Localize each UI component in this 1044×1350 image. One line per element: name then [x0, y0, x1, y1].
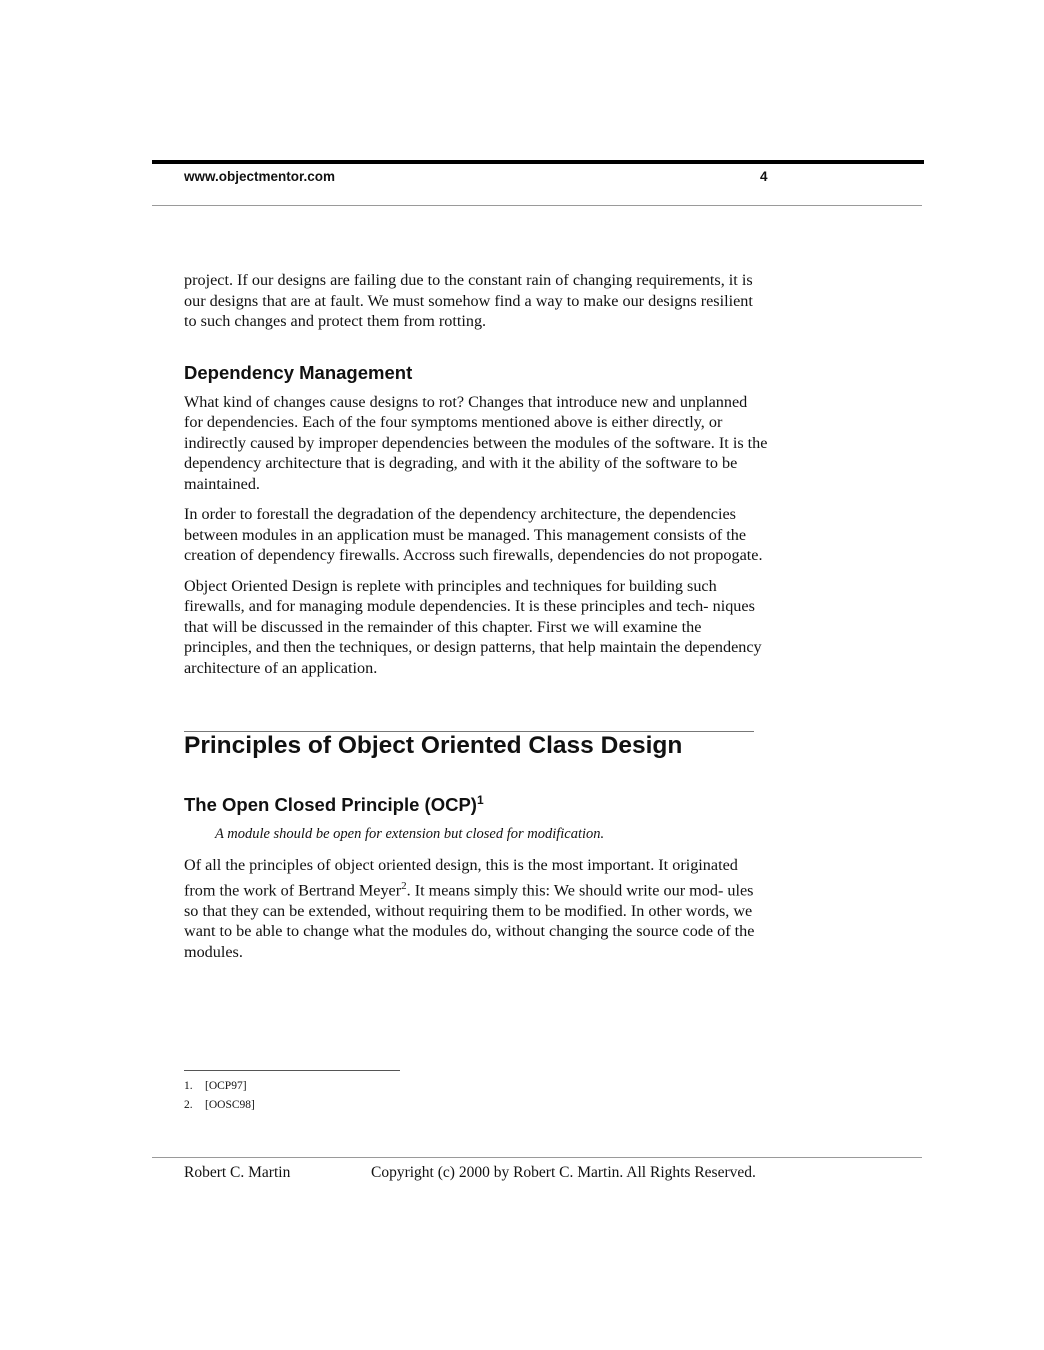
footnote-text: [OCP97] — [205, 1080, 247, 1092]
ocp-paragraph-text-start: Of all the principles of object oriented design, this is the most important. It originated from the work of Bertrand Meyer — [184, 856, 738, 900]
footer-rule — [152, 1157, 922, 1158]
footnote-ref-2[interactable]: 2 — [401, 879, 407, 892]
page-number: 4 — [760, 169, 768, 184]
section-heading-ocp — [184, 793, 768, 816]
footer-copyright: Copyright (c) 2000 by Robert C. Martin. All Rights Reserved. — [371, 1164, 756, 1181]
body-paragraph: Object Oriented Design is replete with principles and techniques for building such firewalls, and for managing module dependencies. It is these principles and tech- niques that will be discussed in the remainder of this chapter. First we will examine the principles, and then the techniques, or design patterns, that help maintain the dependency architecture of an application. — [184, 576, 762, 677]
ocp-paragraph-text-end: . It means simply this: We should write our mod- ules so that they can be extended, without requiring them to be modified. In other words, we want to be able to change what the modules do, without changing the source code of the modules. — [184, 881, 755, 961]
footnote-rule — [184, 1070, 400, 1071]
chapter-heading: Principles of Object Oriented Class Design — [184, 732, 683, 759]
header-bottom-rule — [152, 205, 922, 206]
footnote-1 — [184, 1080, 247, 1092]
footnote-2 — [184, 1099, 255, 1111]
intro-paragraph: project. If our designs are failing due to the constant rain of changing requirements, it is our designs that are at fault. We must somehow find a way to make our designs resilient to such changes and protect them from rotting. — [184, 271, 753, 330]
footnote-number: 1. — [184, 1080, 193, 1092]
body-paragraph: What kind of changes cause designs to rot? Changes that introduce new and unplanned for dependencies. Each of the four symptoms mentioned above is either directly, or indirectly caused by improper dependencies between the modules of the software. It is the dependency architecture that is degrading, and with it the ability of the software to be maintained. — [184, 392, 768, 493]
section-heading-dependency-management: Dependency Management — [184, 361, 413, 383]
principle-quote: A module should be open for extension but closed for modification. — [215, 826, 605, 843]
header-url: www.objectmentor.com — [184, 169, 336, 184]
body-paragraph: In order to forestall the degradation of the dependency architecture, the dependencies between modules in an application must be managed. This management consists of the creation of dependency firewalls. Accross such firewalls, dependencies do not propogate. — [184, 505, 763, 564]
footnote-text: [OOSC98] — [205, 1099, 255, 1111]
section-heading-ocp-text: The Open Closed Principle (OCP) — [184, 794, 477, 816]
footnote-ref-1[interactable]: 1 — [476, 793, 484, 807]
page-content — [184, 270, 768, 972]
ocp-paragraph — [184, 855, 768, 962]
footer-author: Robert C. Martin — [184, 1164, 291, 1181]
header-top-rule — [152, 160, 924, 164]
footnote-number: 2. — [184, 1099, 193, 1111]
